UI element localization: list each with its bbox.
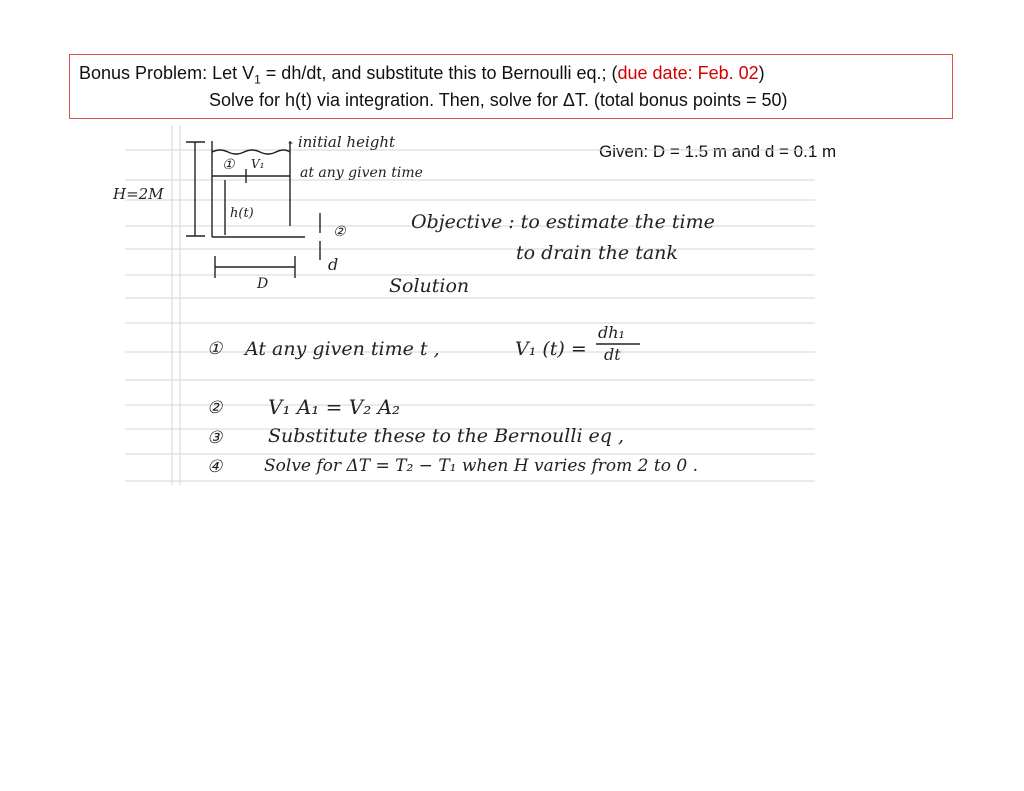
bonus-subscript: 1 [254,72,261,87]
step-2-text: V₁ A₁ = V₂ A₂ [268,395,401,419]
bonus-middle: = dh/dt, and substitute this to Bernoulli eq.; ( [260,63,618,83]
step-1-equation: V₁ (t) = [515,338,587,360]
bonus-problem-line-2: Solve for h(t) via integration. Then, solve for ΔT. (total bonus points = 50) [209,90,788,110]
water-surface [212,150,290,154]
step-1-number: ① [207,339,223,359]
d-label: d [328,255,339,274]
solution-heading: Solution [389,275,470,297]
h-label: h(t) [230,206,254,221]
step-4-text: Solve for ΔT = T₂ − T₁ when H varies from 2 to 0 . [264,456,698,476]
objective-line-2: to drain the tank [516,242,678,264]
step-2-number: ② [207,398,223,418]
step-1-text: At any given time t , [245,338,440,360]
objective-line-1: Objective : to estimate the time [411,211,715,233]
initial-height-label: - initial height [288,133,396,151]
given-values: Given: D = 1.5 m and d = 0.1 m [599,142,837,161]
step-3-text: Substitute these to the Bernoulli eq , [268,425,625,447]
bonus-prefix: Bonus Problem: Let V [79,63,255,83]
step-3-number: ③ [207,428,223,448]
D-label: D [257,276,269,292]
due-date: due date: Feb. 02 [617,63,759,83]
step-4-number: ④ [207,457,223,477]
step-1-fraction-denominator: dt [604,345,621,364]
point-2-marker: ② [333,224,346,240]
H-label: H=2M [113,185,164,203]
any-time-label: at any given time [300,165,423,181]
point-1-marker: ① [222,157,235,173]
V1-label: V₁ [251,157,265,171]
step-1-fraction-numerator: dh₁ [598,323,625,342]
bonus-end: ) [758,63,765,83]
